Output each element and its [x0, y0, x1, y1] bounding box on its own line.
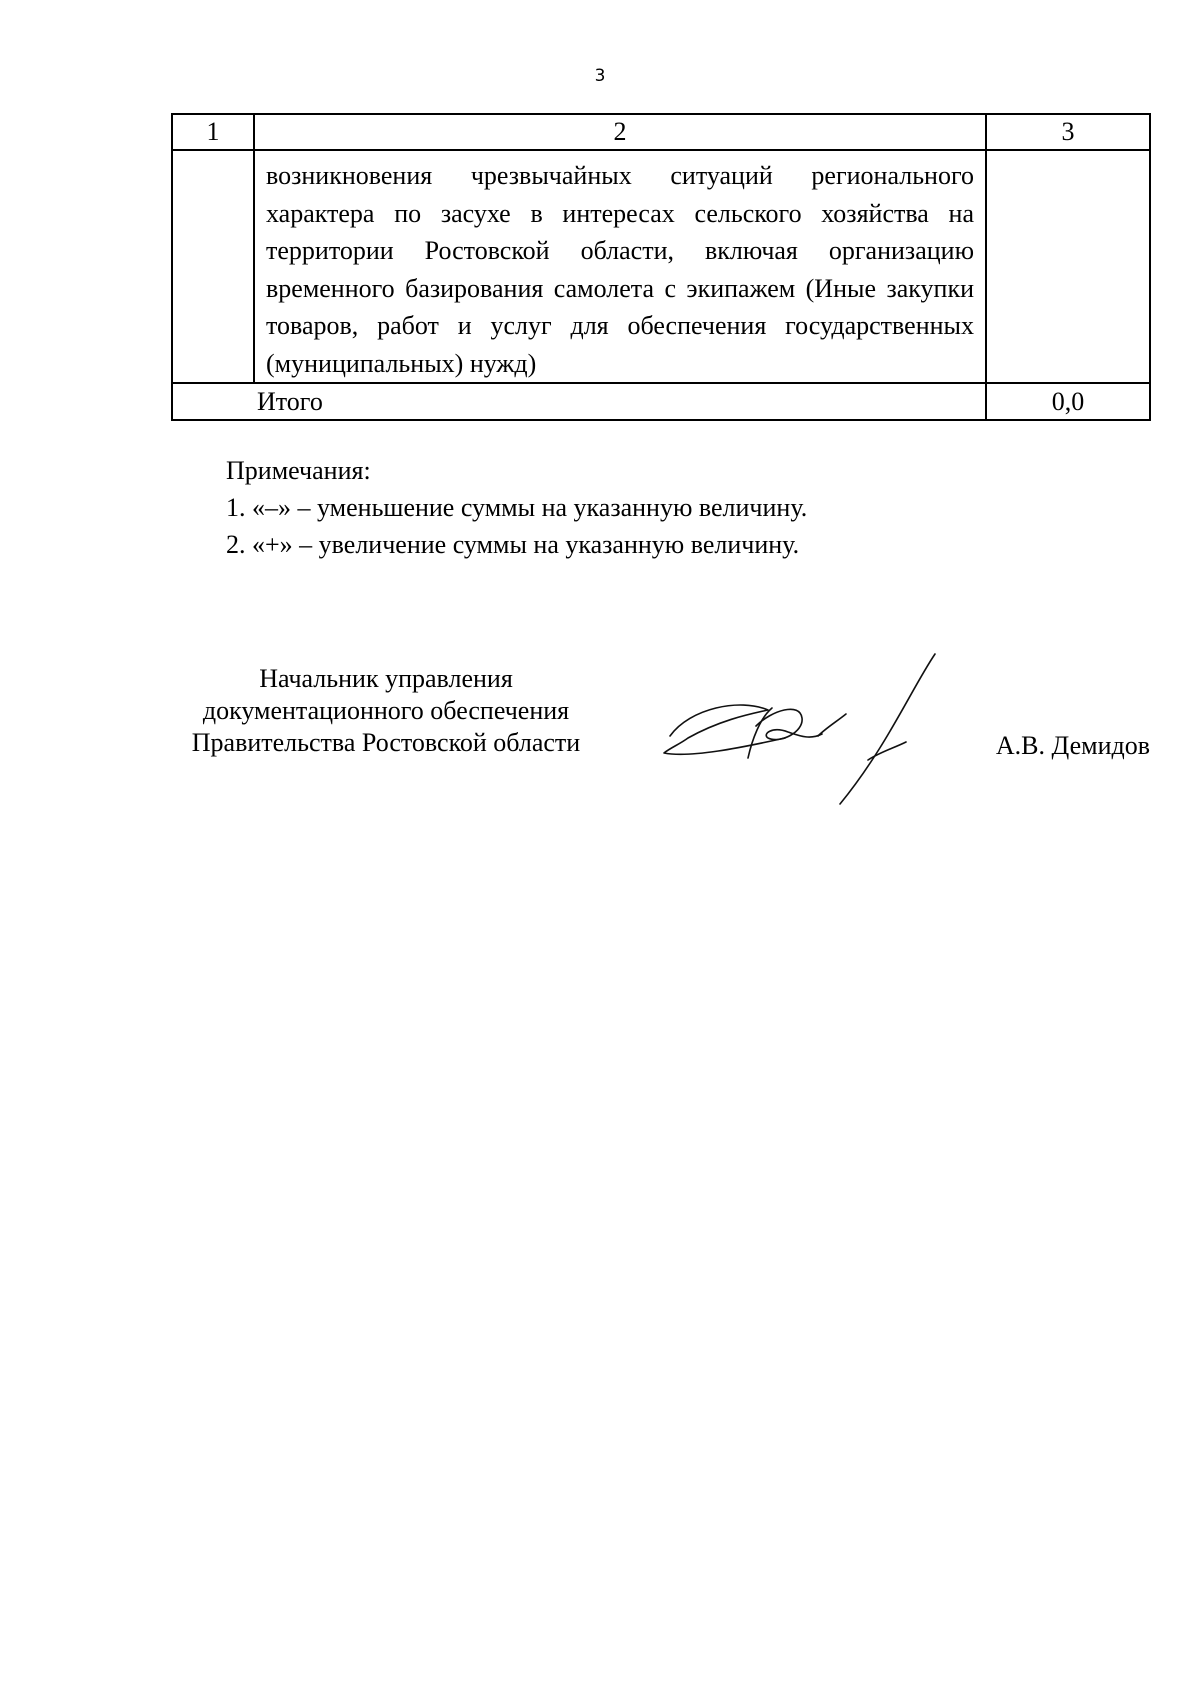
total-label: Итого	[172, 383, 986, 420]
handwritten-signature	[650, 648, 950, 808]
budget-table	[171, 113, 1151, 421]
signer-position	[171, 663, 601, 759]
signer-position-line: документационного обеспечения	[202, 696, 570, 725]
signer-position-line: Начальник управления	[259, 664, 513, 693]
signer-position-line: Правительства Ростовской области	[191, 728, 581, 757]
notes-title: Примечания:	[226, 456, 371, 485]
note-item: 1. «–» – уменьшение суммы на указанную величину.	[226, 493, 808, 522]
table-total-row	[172, 383, 1150, 420]
total-value: 0,0	[986, 383, 1150, 420]
table-header-row	[172, 114, 1150, 150]
table-cell-description	[254, 150, 986, 383]
notes-section	[226, 452, 1126, 563]
page-number: 3	[594, 66, 606, 86]
table-header-cell: 3	[986, 114, 1150, 150]
table-row	[172, 150, 1150, 383]
signer-name: А.В. Демидов	[995, 731, 1150, 760]
table-cell-amount	[986, 150, 1150, 383]
table-header-cell: 1	[172, 114, 254, 150]
table-cell-number	[172, 150, 254, 383]
table-header-cell: 2	[254, 114, 986, 150]
description-text: возникновения чрезвычайных ситуаций регионального характера по засухе в интересах сельского хозяйства на территории Ростовской области, включая организацию временного базирования самолета с экипажем (Иные закупки товаров, работ и услуг для обеспечения государственных (муниципальных) нужд)	[266, 161, 974, 378]
note-item: 2. «+» – увеличение суммы на указанную величину.	[226, 530, 800, 559]
